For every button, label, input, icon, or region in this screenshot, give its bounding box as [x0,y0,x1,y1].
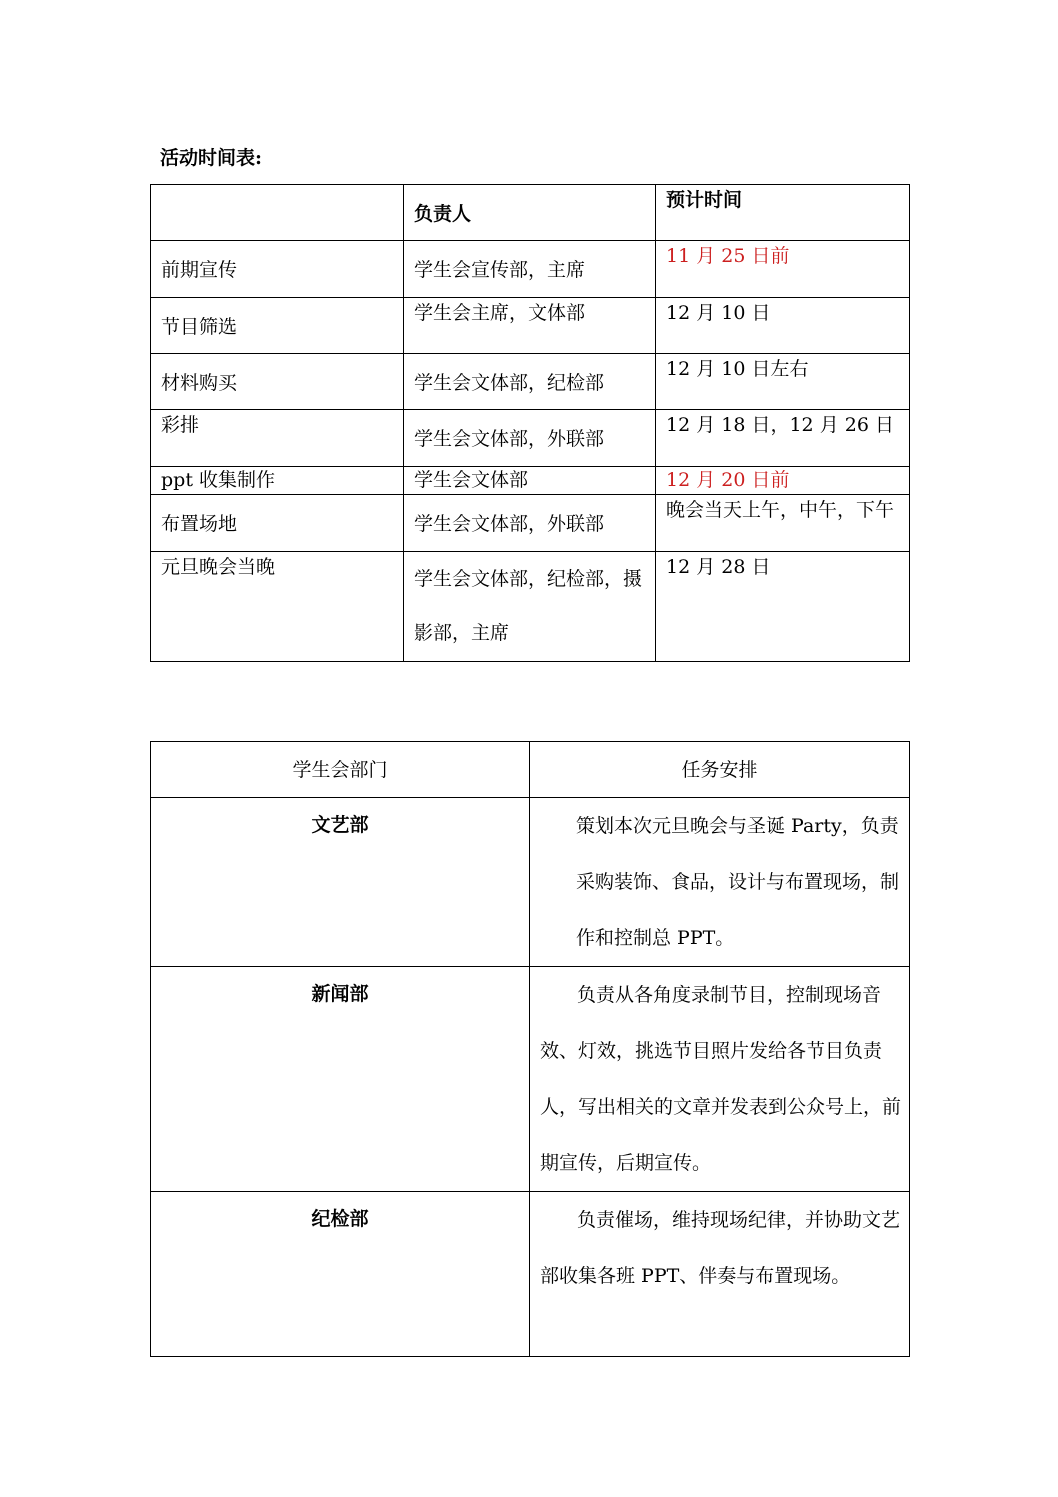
table-row [151,354,910,410]
tasks-header-row [151,742,910,798]
table-row [151,495,910,552]
schedule-owner: 学生会文体部，外联部 [404,410,656,467]
schedule-item: 节目筛选 [151,298,404,354]
task-description: 策划本次元旦晚会与圣诞 Party，负责采购装饰、食品，设计与布置现场，制作和控制总 PPT。 [530,798,910,967]
schedule-item: 布置场地 [151,495,404,552]
task-description: 负责从各角度录制节目，控制现场音效、灯效，挑选节目照片发给各节目负责人，写出相关的文章并发表到公众号上，前期宣传，后期宣传。 [530,967,910,1192]
schedule-owner: 学生会宣传部，主席 [404,241,656,298]
tasks-header-task: 任务安排 [530,742,910,798]
schedule-item: 材料购买 [151,354,404,410]
schedule-owner: 学生会文体部，纪检部 [404,354,656,410]
schedule-table [150,184,910,662]
schedule-header-row [151,185,910,241]
table-row [151,410,910,467]
schedule-owner: 学生会文体部 [404,467,656,495]
tasks-header-dept: 学生会部门 [151,742,530,798]
schedule-item: 元旦晚会当晚 [151,552,404,662]
schedule-time: 11 月 25 日前 [656,241,910,298]
schedule-owner: 学生会文体部，纪检部，摄影部，主席 [404,552,656,662]
schedule-time: 12 月 18 日，12 月 26 日 [656,410,910,467]
schedule-time: 12 月 28 日 [656,552,910,662]
schedule-header-owner: 负责人 [404,185,656,241]
schedule-owner: 学生会文体部，外联部 [404,495,656,552]
table-row [151,552,910,662]
schedule-item: ppt 收集制作 [151,467,404,495]
table-row [151,467,910,495]
schedule-item: 彩排 [151,410,404,467]
table-row [151,1192,910,1357]
table-row [151,967,910,1192]
table-row [151,241,910,298]
schedule-time: 12 月 20 日前 [656,467,910,495]
schedule-time: 晚会当天上午，中午，下午 [656,495,910,552]
schedule-time: 12 月 10 日左右 [656,354,910,410]
schedule-header-time: 预计时间 [656,185,910,241]
schedule-header-item [151,185,404,241]
task-dept: 文艺部 [151,798,530,967]
task-dept: 纪检部 [151,1192,530,1357]
schedule-owner: 学生会主席，文体部 [404,298,656,354]
schedule-time: 12 月 10 日 [656,298,910,354]
schedule-item: 前期宣传 [151,241,404,298]
task-description: 负责催场，维持现场纪律，并协助文艺部收集各班 PPT、伴奏与布置现场。 [530,1192,910,1357]
table-row [151,298,910,354]
schedule-title: 活动时间表: [160,147,263,169]
task-dept: 新闻部 [151,967,530,1192]
tasks-table [150,741,910,1357]
table-row [151,798,910,967]
